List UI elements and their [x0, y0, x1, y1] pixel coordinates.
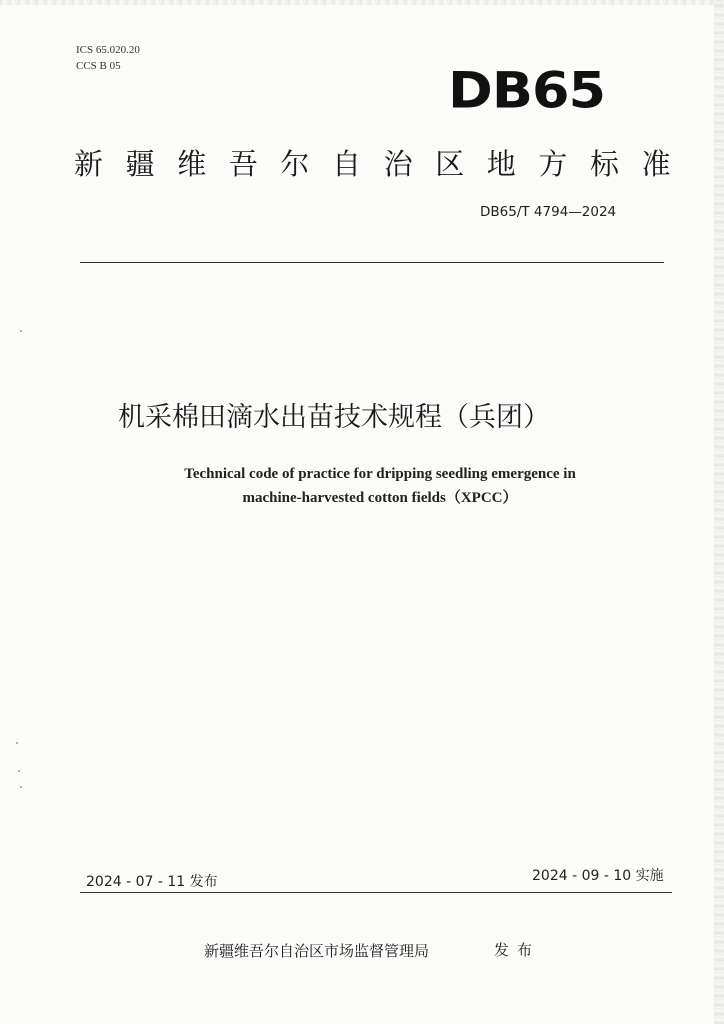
ccs-code: CCS B 05 [76, 60, 121, 72]
implementation-date: 2024 - 09 - 10 实施 [532, 868, 664, 884]
document-title-english [140, 462, 620, 510]
standard-type-heading: 新疆维吾尔自治区地方标准 [74, 147, 694, 181]
header-divider [80, 262, 664, 263]
scan-speck [18, 770, 20, 772]
scan-artifact-top [0, 0, 724, 5]
scan-speck [20, 330, 22, 332]
db65-logo-text: DB65 [448, 61, 606, 120]
english-title-line-2: machine-harvested cotton fields（XPCC） [242, 490, 518, 506]
ics-code: ICS 65.020.20 [76, 44, 140, 56]
footer-divider [80, 892, 672, 893]
classification-codes [76, 42, 140, 74]
scan-speck [16, 742, 18, 744]
scan-artifact-right-edge [714, 0, 724, 1024]
publishing-authority: 新疆维吾尔自治区市场监督管理局 [204, 942, 430, 960]
standard-number: DB65/T 4794—2024 [480, 204, 617, 220]
scan-speck [20, 786, 22, 788]
db65-logo [448, 61, 608, 120]
document-title-chinese: 机采棉田滴水出苗技术规程（兵团） [118, 402, 550, 433]
publish-label: 发布 [494, 941, 541, 959]
issue-date: 2024 - 07 - 11 发布 [86, 874, 218, 890]
english-title-line-1: Technical code of practice for dripping seedling emergence in [184, 466, 576, 482]
